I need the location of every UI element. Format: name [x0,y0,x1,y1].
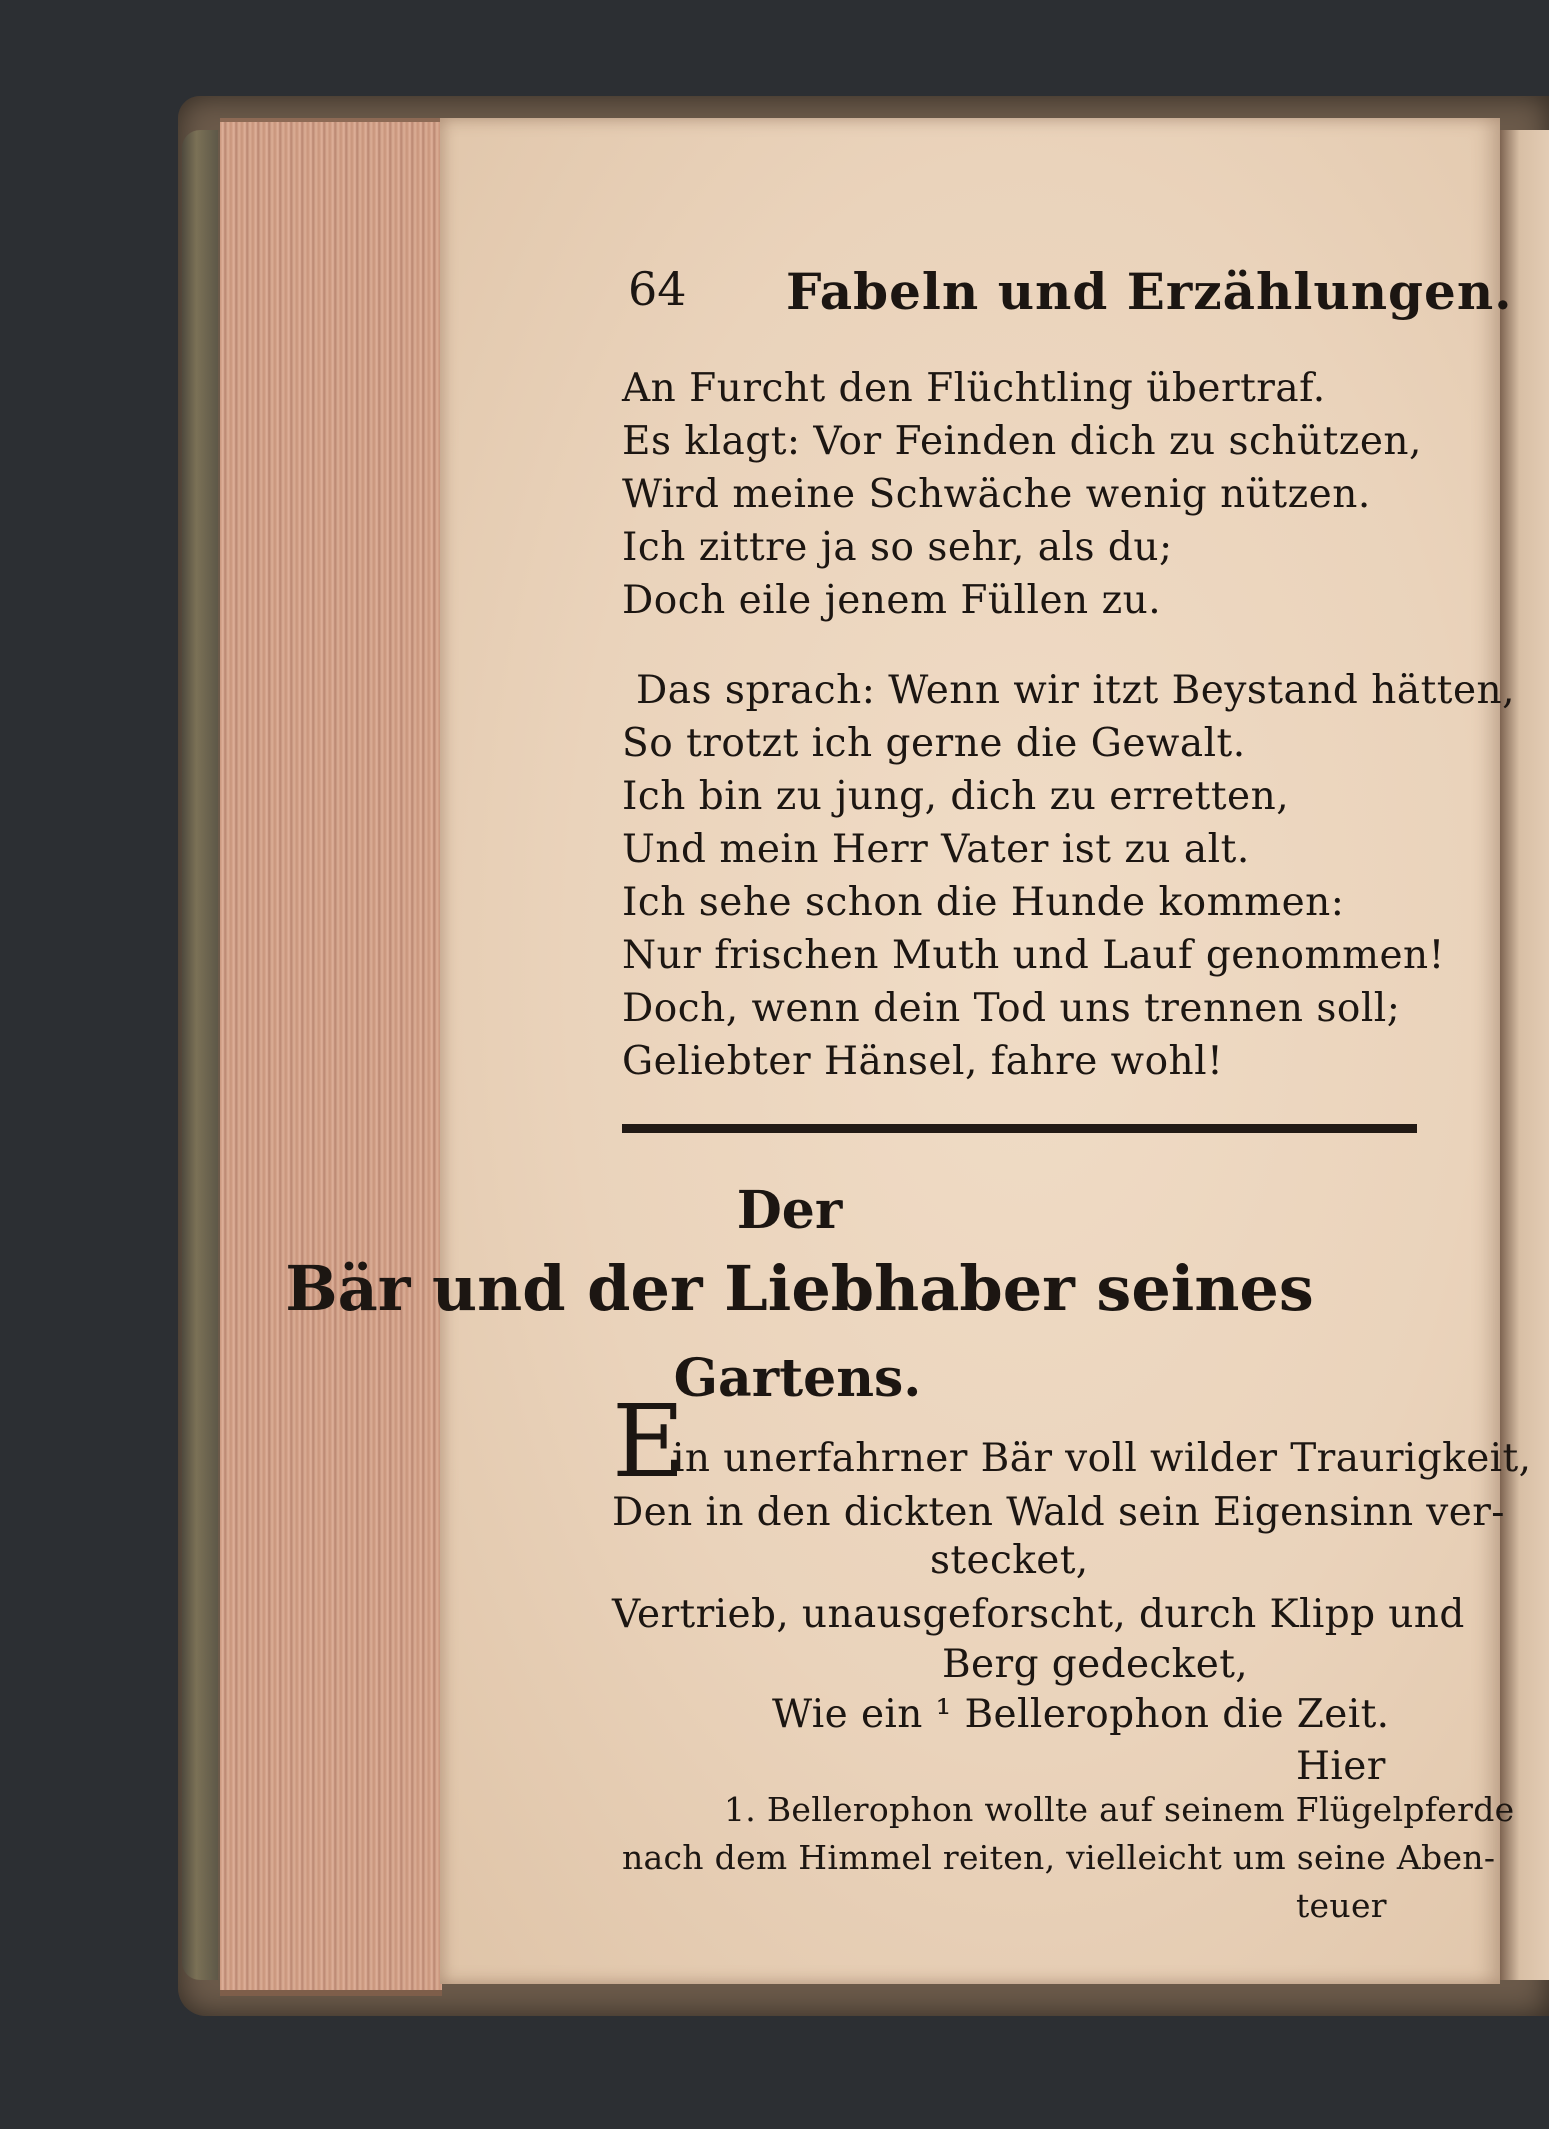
verse-line: An Furcht den Flüchtling übertraf. [622,366,1326,411]
catchword: Hier [1296,1744,1386,1789]
verse-line: Wird meine Schwäche wenig nützen. [622,472,1371,517]
drop-cap: E [612,1383,685,1500]
poem-line: Vertrieb, unausgeforscht, durch Klipp und [612,1592,1465,1637]
verse-line: Ich bin zu jung, dich zu erretten, [622,774,1290,819]
fable-title-article: Der [736,1180,843,1241]
poem-line: Wie ein ¹ Bellerophon die Zeit. [772,1692,1390,1737]
section-divider [622,1124,1417,1133]
verse-line: Es klagt: Vor Feinden dich zu schützen, [622,419,1422,464]
poem-line: Den in den dickten Wald sein Eigensinn ver- [612,1490,1505,1535]
footnote-line: nach dem Himmel reiten, vielleicht um seine Aben- [622,1838,1496,1877]
verse-line: Nur frischen Muth und Lauf genommen! [622,933,1445,978]
poem-line: in unerfahrner Bär voll wilder Traurigkeit, [672,1436,1532,1481]
cover-edge [182,130,218,1980]
verse-line: Doch eile jenem Füllen zu. [622,578,1162,623]
verse-line: Geliebter Hänsel, fahre wohl! [622,1039,1224,1084]
verse-line: Ich zittre ja so sehr, als du; [622,525,1173,570]
facing-page-edge [1500,130,1549,1980]
page-number: 64 [628,262,687,316]
fable-title-end: Gartens. [673,1348,922,1409]
poem-line: Berg gedecket, [942,1642,1249,1687]
verse-line: Doch, wenn dein Tod uns trennen soll; [622,986,1401,1031]
footnote-line: 1. Bellerophon wollte auf seinem Flügelpferde [724,1790,1515,1829]
poem-line: stecket, [930,1538,1089,1583]
verse-line: Das sprach: Wenn wir itzt Beystand hätten, [636,668,1516,713]
fable-title: Bär und der Liebhaber seines [285,1252,1314,1325]
page-edges [220,118,442,1996]
running-title: Fabeln und Erzählungen. [786,262,1513,321]
verse-line: Und mein Herr Vater ist zu alt. [622,827,1250,872]
verse-line: So trotzt ich gerne die Gewalt. [622,721,1246,766]
verse-line: Ich sehe schon die Hunde kommen: [622,880,1345,925]
footnote-catchword: teuer [1296,1886,1387,1925]
